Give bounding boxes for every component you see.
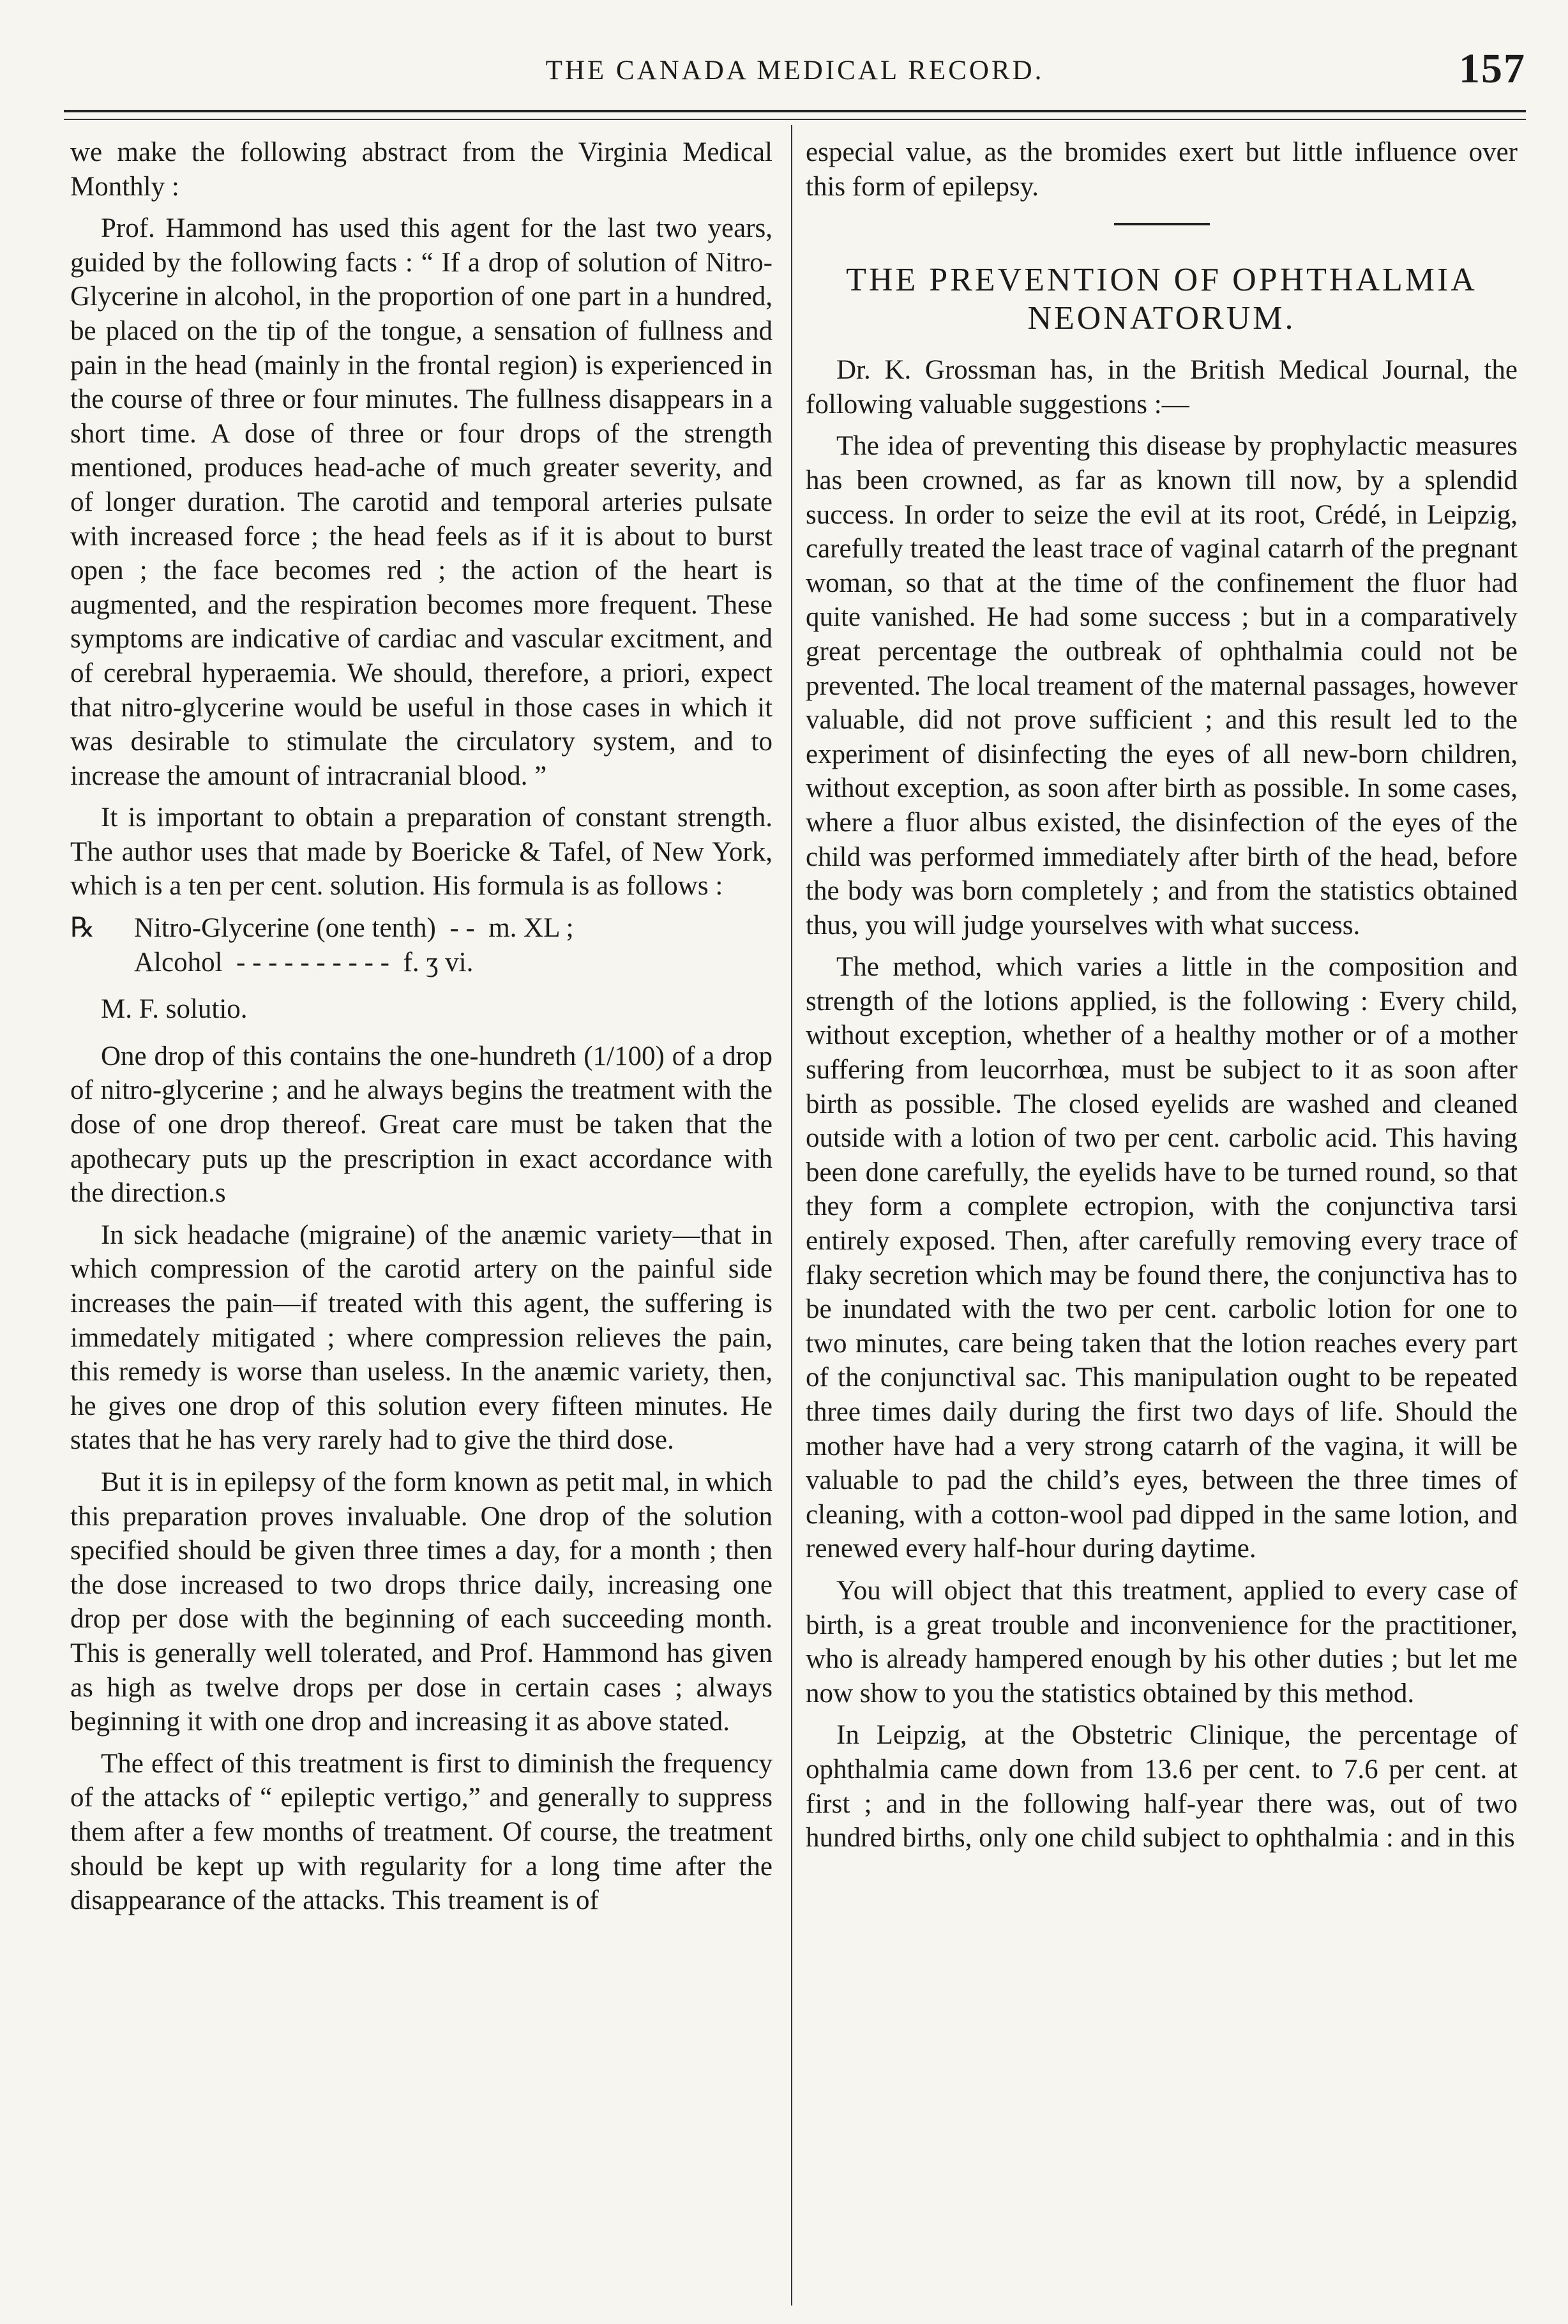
section-divider xyxy=(1114,223,1210,225)
left-column xyxy=(70,135,773,1926)
recipe-symbol: ℞ xyxy=(70,913,95,944)
prescription-line xyxy=(70,946,773,980)
article-title: THE PREVENTION OF OPHTHALMIA NEONATORUM. xyxy=(846,262,1477,337)
paragraph: especial value, as the bromides exert but little influence over this form of epilepsy. xyxy=(806,137,1518,202)
paragraph: In sick headache (migraine) of the anæmic variety—that in which compression of the carotid artery on the painful side increases the pain—if treated with this agent, the suffering is immedately mitigated ; where compression relieves the pain, this remedy is worse than useless. In the anæmic variety, then, he gives one drop of this solution every fifteen minutes. He states that he has very rarely had to give the third dose. xyxy=(70,1219,773,1456)
paragraph: But it is in epilepsy of the form known as petit mal, in which this preparation proves invaluable. One drop of the solution specified should be given three times a day, for a month ; then the dose increased to two drops thrice daily, increasing one drop per dose with the beginning of each succeeding month. This is generally well tolerated, and Prof. Hammond has given as high as twelve drops per dose in certain cases ; always beginning it with one drop and increasing it as above stated. xyxy=(70,1467,773,1737)
page-number: 157 xyxy=(1459,45,1526,92)
prescription-signa: M. F. solutio. xyxy=(101,994,248,1025)
paragraph: One drop of this contains the one-hundreth (1/100) of a drop of nitro-glycerine ; and he always begins the treatment with the dose of one drop thereof. Great care must be taken that the apothecary puts up the prescription in exact accordance with the direction.s xyxy=(70,1041,773,1209)
ingredient-amount: f. ʒ vi. xyxy=(403,947,474,977)
header-rule-thin xyxy=(64,119,1526,120)
running-head xyxy=(64,45,1526,96)
paragraph: The method, which varies a little in the composition and strength of the lotions applied, is the following : Every child, without exception, whether of a healthy mother or of a mother suffering from leucorrhœa, must be subject to it as soon after birth as possible. The closed eyelids are washed and cleaned outside with a lotion of two per cent. carbolic acid. This having been done carefully, the eyelids have to be turned round, so that they form a complete ectropion, with the conjunctiva tarsi entirely exposed. Then, after carefully removing every trace of flaky secretion which may be found there, the conjunctiva has to be inundated with the two per cent. carbolic lotion for one to two minutes, care being taken that the lotion reaches every part of the conjunctival sac. This manipulation ought to be repeated three times daily during the first two days of life. Should the mother have had a very strong catarrh of the vagina, it will be valuable to pad the child’s eyes, between the three times of cleaning, with a cotton-wool pad dipped in the same lotion, and renewed every half-hour during daytime. xyxy=(806,952,1518,1564)
paragraph: The effect of this treatment is first to diminish the frequency of the attacks of “ epileptic vertigo,” and generally to suppress them after a few months of treatment. Of course, the treatment should be kept up with regularity for a long time after the disappearance of the attacks. This treament is of xyxy=(70,1748,773,1916)
dot-leader: - - xyxy=(449,913,475,944)
dot-leader: - - - - - - - - - - xyxy=(236,947,389,977)
prescription-line xyxy=(70,911,773,946)
paragraph: Dr. K. Grossman has, in the British Medical Journal, the following valuable suggestions :— xyxy=(806,355,1518,419)
column-divider xyxy=(791,125,792,2305)
paragraph: It is important to obtain a preparation of constant strength. The author uses that made by Boericke & Tafel, of New York, which is a ten per cent. solution. His formula is as follows : xyxy=(70,803,773,902)
ingredient-name: Nitro-Glycerine (one tenth) xyxy=(134,913,436,944)
journal-title: THE CANADA MEDICAL RECORD. xyxy=(545,56,1044,86)
paragraph: In Leipzig, at the Obstetric Clinique, the percentage of ophthalmia came down from 13.6 per cent. to 7.6 per cent. at first ; and in the following half-year there was, out of two hundred births, only one child subject to ophthalmia : and in this xyxy=(806,1720,1518,1853)
ingredient-amount: m. XL ; xyxy=(488,913,574,944)
paragraph: The idea of preventing this disease by prophylactic measures has been crowned, as far as known till now, by a splendid success. In order to seize the evil at its root, Crédé, in Leipzig, carefully treated the least trace of vaginal catarrh of the pregnant woman, so that at the time of the confinement the fluor had quite vanished. He had some success ; but in a comparatively great percentage the outbreak of ophthalmia could not be prevented. The local treament of the maternal passages, however valuable, did not prove sufficient ; and this result led to the experiment of disinfecting the eyes of all new-born children, without exception, as soon after birth as possible. In some cases, where a fluor albus existed, the disinfection of the eyes of the child was performed immediately after birth of the head, before the body was born completely ; and from the statistics obtained thus, you will judge yourselves with what success. xyxy=(806,431,1518,940)
right-column xyxy=(806,135,1518,1863)
ingredient-name: Alcohol xyxy=(134,947,223,977)
paragraph: we make the following abstract from the Virginia Medical Monthly : xyxy=(70,137,773,202)
header-rule-thick xyxy=(64,110,1526,112)
paragraph: Prof. Hammond has used this agent for the last two years, guided by the following facts : “ If a drop of solution of Nitro-Glycerine in alcohol, in the proportion of one part in a hundred, be placed on the tip of the tongue, a sensation of fullness and pain in the head (mainly in the frontal region) is experienced in the course of three or four minutes. The fullness disappears in a short time. A dose of three or four drops of the strength mentioned, produces head-ache of much greater severity, and of longer duration. The carotid and temporal arteries pulsate with increased force ; the head feels as if it is about to burst open ; the face becomes red ; the action of the heart is augmented, and the respiration becomes more frequent. These symptoms are indicative of cardiac and vascular excitment, and of cerebral hyperaemia. We should, therefore, a priori, expect that nitro-glycerine would be useful in those cases in which it was desirable to stimulate the circulatory system, and to increase the amount of intracranial blood. ” xyxy=(70,213,773,791)
paragraph: You will object that this treatment, applied to every case of birth, is a great trouble and inconvenience for the practitioner, who is already hampered enough by his other duties ; but let me now show to you the statistics obtained by this method. xyxy=(806,1575,1518,1709)
